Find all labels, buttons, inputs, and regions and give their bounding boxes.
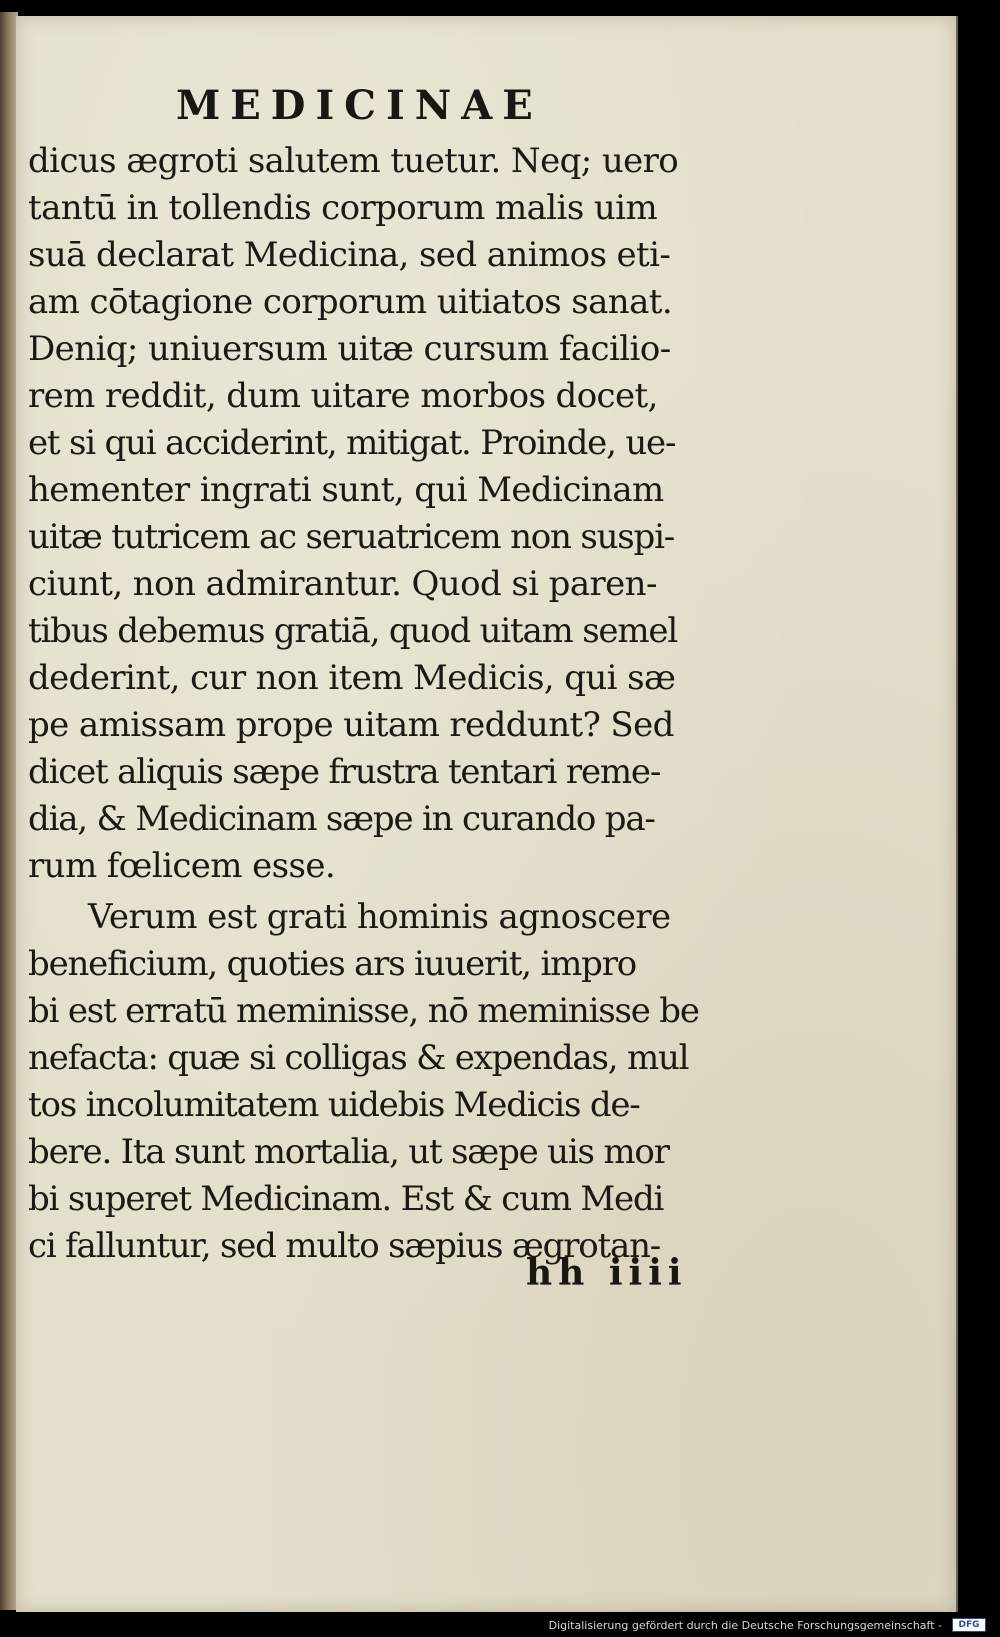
dfg-logo-text: DFG (958, 1620, 980, 1630)
book-page (16, 16, 958, 1612)
text-line: beneficium, quoties ars iuuerit, impro (28, 944, 637, 984)
dfg-logo (952, 1618, 986, 1632)
text-line: rum fœlicem esse. (28, 846, 336, 886)
text-line: ci falluntur, sed multo sæpius ægrotan- (28, 1226, 661, 1266)
text-line: Deniq; uniuersum uitæ cursum facilio- (28, 329, 671, 369)
text-line: rem reddit, dum uitare morbos docet, (28, 376, 658, 416)
text-line: bere. Ita sunt mortalia, ut sæpe uis mor (28, 1132, 669, 1172)
running-header: MEDICINAE (176, 82, 543, 129)
text-line: et si qui acciderint, mitigat. Proinde, ue- (28, 423, 676, 463)
footer-bar (0, 1612, 1000, 1637)
text-line: pe amissam prope uitam reddunt? Sed (28, 705, 674, 745)
text-line: suā declarat Medicina, sed animos eti- (28, 235, 671, 275)
text-line: tos incolumitatem uidebis Medicis de- (28, 1085, 640, 1125)
text-line: tantū in tollendis corporum malis uim (28, 188, 658, 228)
text-line: tibus debemus gratiā, quod uitam semel (28, 611, 677, 651)
text-line: nefacta: quæ si colligas & expendas, mul (28, 1038, 689, 1078)
text-line: dederint, cur non item Medicis, qui sæ (28, 658, 676, 698)
text-line: dicus ægroti salutem tuetur. Neq; uero (28, 141, 679, 181)
text-line: uitæ tutricem ac seruatricem non suspi- (28, 517, 675, 557)
signature-mark: hh iiii (526, 1252, 688, 1294)
text-line: hementer ingrati sunt, qui Medicinam (28, 470, 664, 510)
text-line: dicet aliquis sæpe frustra tentari reme- (28, 752, 661, 792)
text-line: bi superet Medicinam. Est & cum Medi (28, 1179, 664, 1219)
text-line: dia, & Medicinam sæpe in curando pa- (28, 799, 655, 839)
funding-credit: Digitalisierung gefördert durch die Deutsche Forschungsgemeinschaft - (548, 1619, 942, 1632)
text-line: am cōtagione corporum uitiatos sanat. (28, 282, 673, 322)
text-line: Verum est grati hominis agnoscere (88, 897, 671, 937)
body-text (28, 138, 698, 1270)
text-line: bi est erratū meminisse, nō meminisse be (28, 991, 699, 1031)
text-line: ciunt, non admirantur. Quod si paren- (28, 564, 657, 604)
